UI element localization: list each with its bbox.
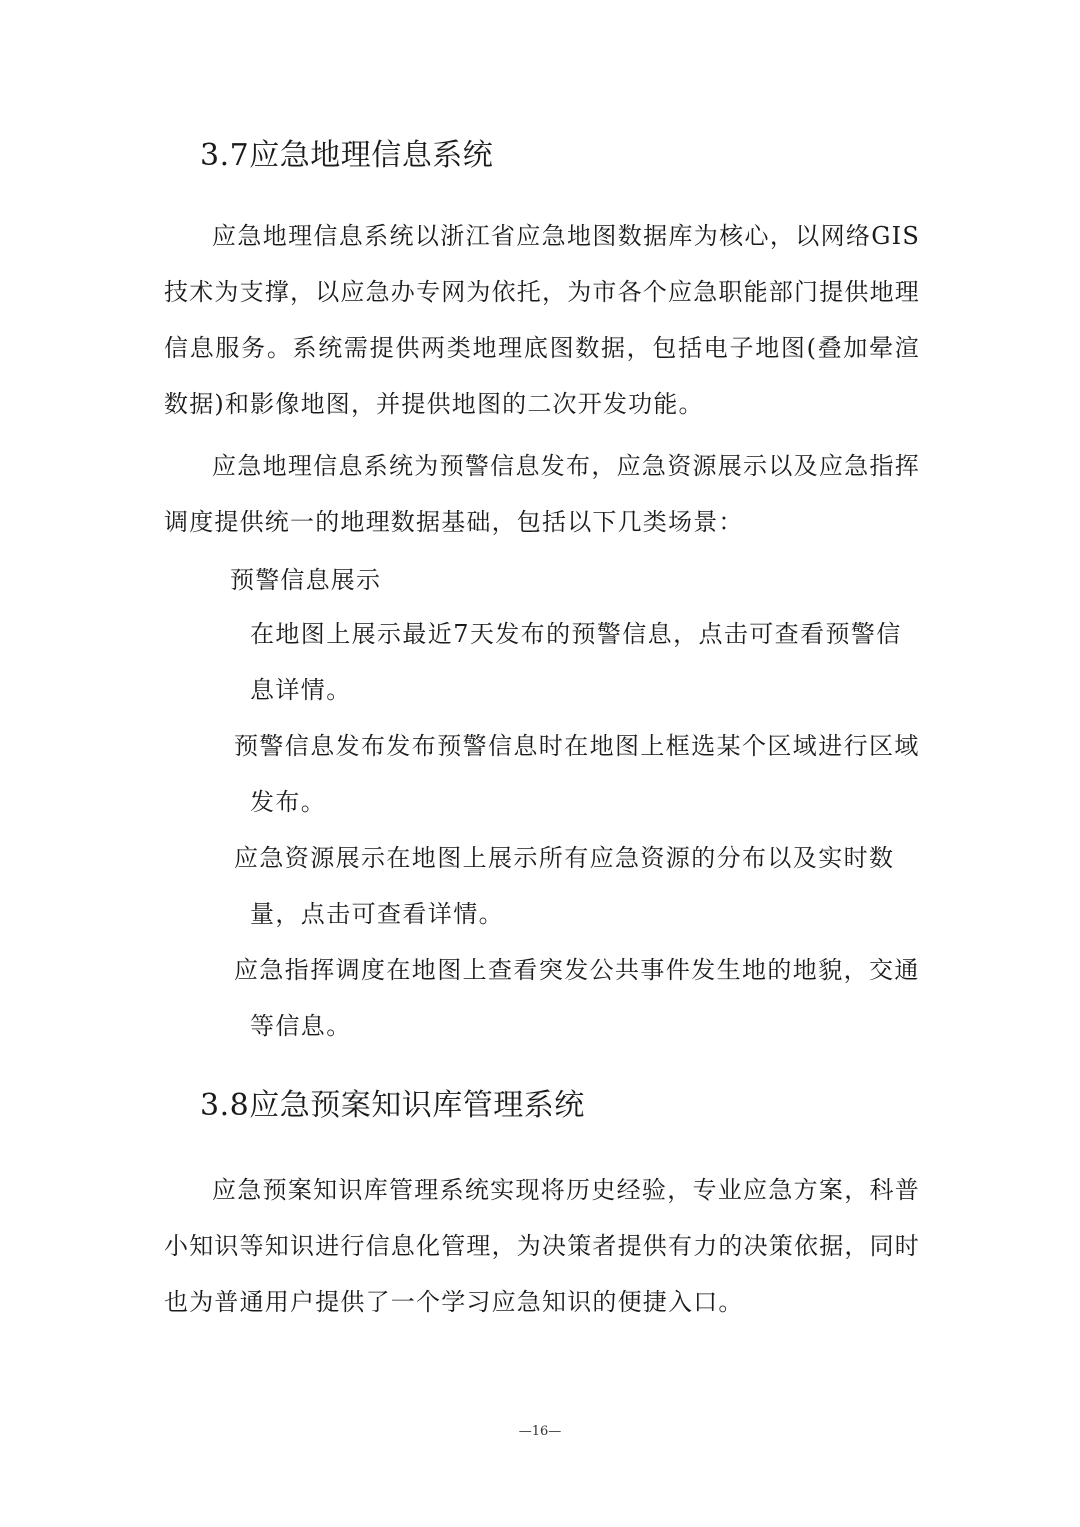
scenario-item-1: 在地图上展示最近7天发布的预警信息，点击可查看预警信息详情。 <box>250 620 902 704</box>
scenario-item-2: 预警信息发布发布预警信息时在地图上框选某个区域进行区域发布。 <box>234 732 920 816</box>
scenario-item-3: 应急资源展示在地图上展示所有应急资源的分布以及实时数量，点击可查看详情。 <box>234 844 895 928</box>
section-3-7-paragraph-1: 应急地理信息系统以浙江省应急地图数据库为核心，以网络GIS技术为支撑，以应急办专网为依托，为市各个应急职能部门提供地理信息服务。系统需提供两类地理底图数据，包括电子地图(叠加晕渲数据)和影像地图，并提供地图的二次开发功能。 <box>164 222 920 418</box>
section-heading-3-7: 3.7应急地理信息系统 <box>200 138 494 173</box>
section-3-8-paragraph-1: 应急预案知识库管理系统实现将历史经验，专业应急方案，科普小知识等知识进行信息化管理，为决策者提供有力的决策依据，同时也为普通用户提供了一个学习应急知识的便捷入口。 <box>164 1176 920 1316</box>
page-number: —16— <box>518 1424 562 1439</box>
section-heading-3-8: 3.8应急预案知识库管理系统 <box>200 1088 585 1123</box>
scenario-item-4: 应急指挥调度在地图上查看突发公共事件发生地的地貌，交通等信息。 <box>234 956 920 1040</box>
scenario-title: 预警信息展示 <box>230 566 382 594</box>
section-3-7-paragraph-2: 应急地理信息系统为预警信息发布，应急资源展示以及应急指挥调度提供统一的地理数据基础，包括以下几类场景： <box>164 452 920 536</box>
